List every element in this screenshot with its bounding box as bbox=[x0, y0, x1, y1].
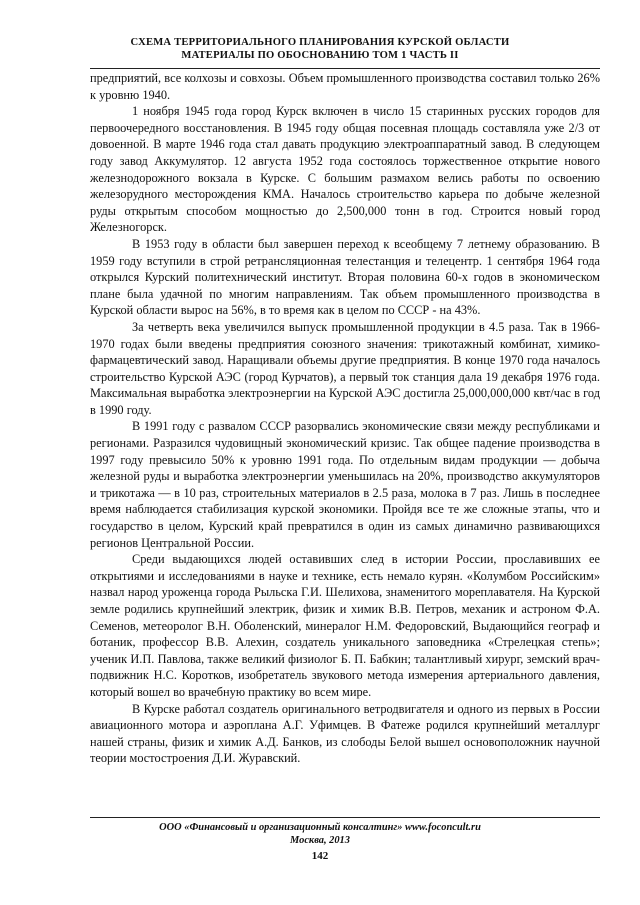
header-divider bbox=[90, 68, 600, 69]
paragraph: 1 ноября 1945 года город Курск включен в число 15 старинных русских городов для первоочередного восстановления. В 1945 году общая посевная площадь составляла уже 2/3 от довоенной. В марте 1946 года стал давать продукцию электроаппаратный завод. В следующем году завод Аккумулятор. 12 августа 1952 года состоялось торжественное открытие нового железнодорожного вокзала в Курске. С большим размахом велись работы по освоению железорудного месторождения КМА. Началось строительство карьера по добыче железной руды открытым способом мощностью до 2,500,000 тонн в год. Строится новый город Железногорск. bbox=[90, 104, 600, 235]
paragraph: В Курске работал создатель оригинального ветродвигателя и одного из первых в России авиационного мотора и аэроплана А.Г. Уфимцев. В Фатеже родился крупнейший металлург нашей страны, физик и химик А.Д. Банков, из слободы Белой вышел основоположник научной теории мостостроения Д.И. Журавский. bbox=[90, 701, 600, 766]
page-header bbox=[0, 36, 640, 62]
paragraph: В 1991 году с развалом СССР разорвались экономические связи между республиками и регионами. Разразился чудовищный экономический кризис. Так общее падение производства в 1997 году превысило 50% к уровню 1991 года. По отдельным видам продукции — добыча железной руды и выработка электроэнергии уменьшилась на 20%, производство аккумуляторов и трикотажа — в 10 раз, строительных материалов в 2.5 раза, молока в 7 раз. Лишь в последнее время наблюдается стабилизация курской экономики. Пройдя все те же сложные этапы, что и государство в целом, Курский край превратился в один из самых динамично развивающихся регионов Центральной России. bbox=[90, 419, 600, 550]
footer-publisher: ООО «Финансовый и организационный консалтинг» www.foconcult.ru bbox=[159, 822, 481, 833]
page-footer bbox=[0, 821, 640, 847]
header-title-line2: МАТЕРИАЛЫ ПО ОБОСНОВАНИЮ ТОМ 1 ЧАСТЬ II bbox=[181, 50, 459, 61]
paragraph: В 1953 году в области был завершен переход к всеобщему 7 летнему образованию. В 1959 году вступили в строй ретрансляционная телестанция и телецентр. 1 сентября 1964 года открылся Курский политехнический институт. Вторая половина 60-х годов в экономическом плане была удачной по многим направлениям. Так объем промышленного производства в Курской области вырос на 56%, в то время как в целом по СССР - на 43%. bbox=[90, 236, 600, 318]
footer-divider bbox=[90, 817, 600, 818]
body-text bbox=[90, 70, 600, 767]
footer-city-year: Москва, 2013 bbox=[290, 835, 350, 846]
page-number: 142 bbox=[311, 850, 329, 862]
paragraph: Среди выдающихся людей оставивших след в истории России, прославивших ее открытиями и исследованиями в науке и технике, есть немало курян. «Колумбом Российским» назвал народ уроженца города Рыльска Г.И. Шелихова, знаменитого мореплавателя. На Курской земле родились крупнейший электрик, физик и химик В.В. Петров, механик и астроном Ф.А. Семенов, метеоролог В.Н. Оболенский, минералог Н.М. Федоровский, Выдающийся географ и ботаник, профессор В.В. Алехин, создатель уникального заповедника «Стрелецкая степь»; ученик И.П. Павлова, также великий физиолог Б. П. Бабкин; талантливый хирург, земский врач-подвижник Н.С. Коротков, изобретатель звукового метода измерения артериального давления, который вошел во врачебную практику во всем мире. bbox=[90, 552, 600, 699]
paragraph: За четверть века увеличился выпуск промышленной продукции в 4.5 раза. Так в 1966-1970 годах были введены предприятия союзного значения: трикотажный комбинат, химико-фармацевтический завод. Наращивали объемы другие предприятия. В конце 1970 года началось строительство Курской АЭС (город Курчатов), а первый ток станция дала 19 декабря 1976 года. Максимальная выработка электроэнергии на Курской АЭС достигла 25,000,000,000 квт/час в год в 1990 году. bbox=[90, 319, 600, 417]
header-title-line1: СХЕМА ТЕРРИТОРИАЛЬНОГО ПЛАНИРОВАНИЯ КУРСКОЙ ОБЛАСТИ bbox=[130, 37, 510, 48]
paragraph-continuation: предприятий, все колхозы и совхозы. Объем промышленного производства составил только 26% к уровню 1940. bbox=[90, 71, 600, 102]
